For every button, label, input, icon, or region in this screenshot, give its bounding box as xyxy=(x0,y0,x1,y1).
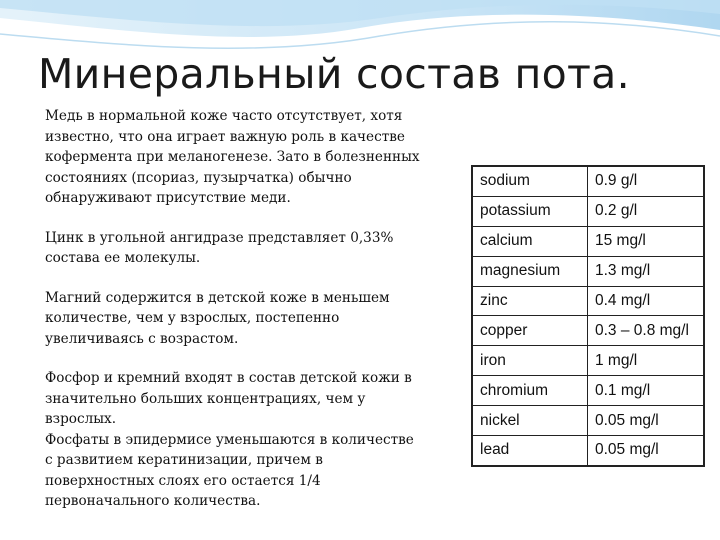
slide-title: Минеральный состав пота. xyxy=(38,50,630,98)
paragraph-phosphates xyxy=(45,430,475,512)
value-cell: 0.05 mg/l xyxy=(588,436,705,466)
text-line: обнаруживают присутствие меди. xyxy=(45,190,291,206)
table-row xyxy=(472,346,704,376)
text-line: с развитием кератинизации, причем в xyxy=(45,452,323,468)
text-line: Магний содержится в детской коже в меньшем xyxy=(45,289,390,306)
text-line: Фосфаты в эпидермисе уменьшаются в количестве xyxy=(45,431,414,448)
sweat-minerals-table xyxy=(471,165,705,467)
table-row xyxy=(472,436,704,466)
table-row xyxy=(472,286,704,316)
element-cell: sodium xyxy=(472,166,588,196)
value-cell: 0.2 g/l xyxy=(588,196,705,226)
text-line: взрослых. xyxy=(45,411,117,427)
value-cell: 1.3 mg/l xyxy=(588,256,705,286)
table-row xyxy=(472,316,704,346)
element-cell: calcium xyxy=(472,226,588,256)
text-line: значительно больших концентрациях, чем у xyxy=(45,390,366,407)
value-cell: 0.9 g/l xyxy=(588,166,705,196)
value-cell: 15 mg/l xyxy=(588,226,705,256)
element-cell: zinc xyxy=(472,286,588,316)
table-row xyxy=(472,226,704,256)
text-line: состава ее молекулы. xyxy=(45,250,201,266)
element-cell: magnesium xyxy=(472,256,588,286)
text-line: Фосфор и кремний входят в состав детской кожи в xyxy=(45,370,412,386)
element-cell: nickel xyxy=(472,406,588,436)
element-cell: copper xyxy=(472,316,588,346)
element-cell: lead xyxy=(472,436,588,466)
element-cell: chromium xyxy=(472,376,588,406)
text-line: кофермента при меланогенезе. Зато в болезненных xyxy=(45,149,420,165)
table-row xyxy=(472,406,704,436)
text-line: количестве, чем у взрослых, постепенно xyxy=(45,310,340,326)
body-text xyxy=(45,106,475,512)
value-cell: 0.3 – 0.8 mg/l xyxy=(588,316,705,346)
text-line: известно, что она играет важную роль в качестве xyxy=(45,128,405,145)
table-row xyxy=(472,376,704,406)
text-line: Цинк в угольной ангидразе представляет 0,33% xyxy=(45,229,394,246)
text-line: поверхностных слоях его остается 1/4 xyxy=(45,472,321,489)
text-line: увеличиваясь с возрастом. xyxy=(45,330,239,347)
value-cell: 0.1 mg/l xyxy=(588,376,705,406)
value-cell: 0.4 mg/l xyxy=(588,286,705,316)
text-line: первоначального количества. xyxy=(45,493,261,509)
element-cell: iron xyxy=(472,346,588,376)
table-row xyxy=(472,196,704,226)
text-line: состояниях (псориаз, пузырчатка) обычно xyxy=(45,169,352,186)
value-cell: 0.05 mg/l xyxy=(588,406,705,436)
paragraph-zinc xyxy=(45,228,475,269)
paragraph-magnesium xyxy=(45,288,475,350)
table-row xyxy=(472,256,704,286)
element-cell: potassium xyxy=(472,196,588,226)
text-line: Медь в нормальной коже часто отсутствует, хотя xyxy=(45,108,403,124)
table-row xyxy=(472,166,704,196)
value-cell: 1 mg/l xyxy=(588,346,705,376)
paragraph-copper xyxy=(45,106,475,209)
paragraph-phosphorus xyxy=(45,368,475,430)
